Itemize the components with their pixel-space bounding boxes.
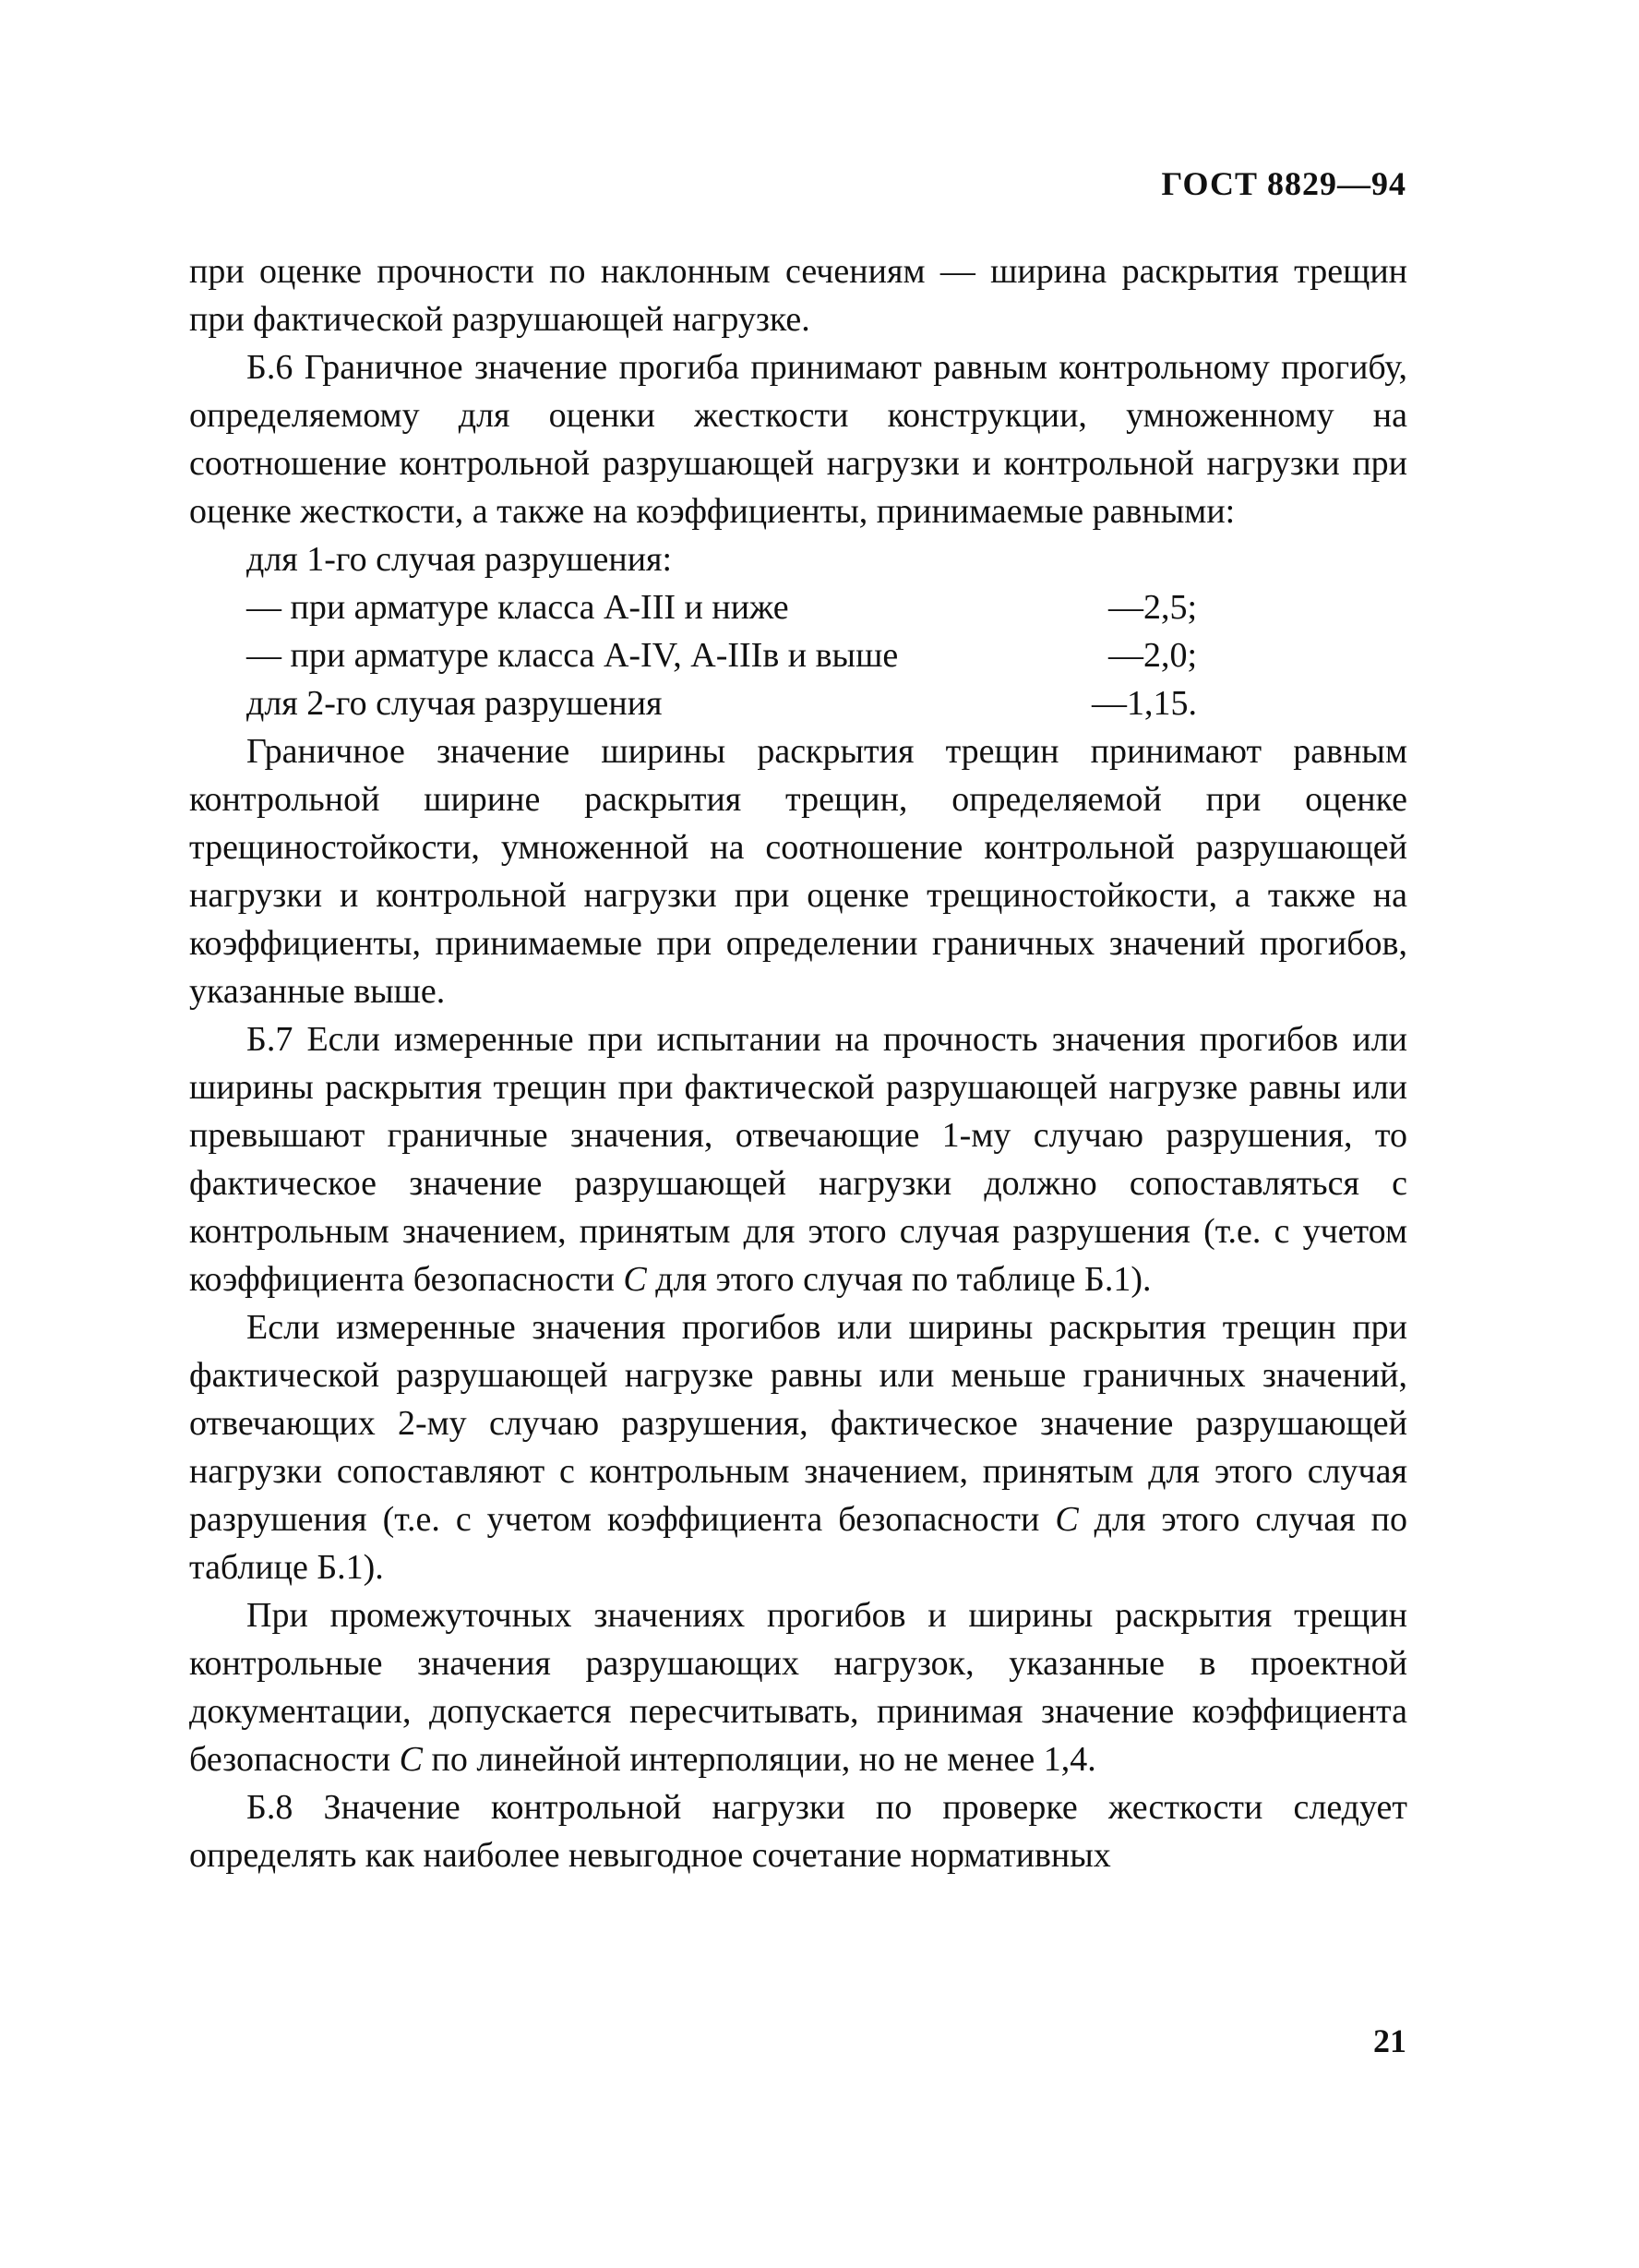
paragraph-b7-text-a: Б.7 Если измеренные при испытании на прочность значения прогибов или ширины раскрытия трещин при фактической разрушающей нагрузке равны или превышают граничные значения, отвечающие 1-му случаю разрушения, то фактическое значение разрушающей нагрузки должно сопоставляться с контрольным значением, принятым для этого случая разрушения (т.е. с учетом коэффициента безопасности	[189, 1020, 1407, 1299]
paragraph-continuation: при оценке прочности по наклонным сечениям — ширина раскрытия трещин при фактической разрушающей нагрузке.	[189, 252, 1407, 339]
paragraph-b8: Б.8 Значение контрольной нагрузки по проверке жесткости следует определять как наиболее невыгодное сочетание нормативных	[189, 1788, 1407, 1875]
paragraph-intermediate-text-b: по линейной интерполяции, но не менее 1,4.	[422, 1740, 1096, 1779]
safety-factor-symbol: С	[1055, 1500, 1079, 1539]
coefficient-row	[189, 631, 1407, 679]
coefficient-label: — при арматуре класса А-III и ниже	[246, 588, 789, 627]
paragraph-case2-text-a: Если измеренные значения прогибов или ширины раскрытия трещин при фактической разрушающей нагрузке равны или меньше граничных значений, отвечающих 2-му случаю разрушения, фактическое значение разрушающей нагрузки сопоставляют с контрольным значением, принятым для этого случая разрушения (т.е. с учетом коэффициента безопасности	[189, 1308, 1407, 1539]
coefficient-row	[189, 583, 1407, 631]
paragraph-b7-case2	[189, 1303, 1407, 1591]
safety-factor-symbol: С	[399, 1740, 423, 1779]
coefficient-row	[189, 679, 1407, 727]
coefficient-label: для 2-го случая разрушения	[246, 684, 663, 723]
document-header: ГОСТ 8829—94	[1161, 165, 1406, 202]
paragraph-b7-text-b: для этого случая по таблице Б.1).	[646, 1260, 1152, 1299]
safety-factor-symbol: С	[623, 1260, 647, 1299]
coefficient-label: — при арматуре класса А-IV, А-IIIв и выше	[246, 636, 899, 675]
case1-label: для 1-го случая разрушения:	[246, 540, 673, 579]
paragraph-b6: Б.6 Граничное значение прогиба принимают равным контрольному прогибу, определяемому для оценки жесткости конструкции, умноженному на соотношение контрольной разрушающей нагрузки и контрольной нагрузки при оценке жесткости, а также на коэффициенты, принимаемые равными:	[189, 348, 1407, 531]
coefficient-value: —2,0;	[1107, 636, 1197, 675]
document-body	[189, 247, 1407, 1879]
paragraph-case2-text-b: для этого случая по таблице Б.1).	[189, 1500, 1408, 1587]
page-number: 21	[1373, 2022, 1406, 2059]
paragraph-b7	[189, 1015, 1407, 1303]
coefficient-value: —2,5;	[1107, 588, 1197, 627]
paragraph-intermediate-text-a: При промежуточных значениях прогибов и ширины раскрытия трещин контрольные значения разрушающих нагрузок, указанные в проектной документации, допускается пересчитывать, принимая значение коэффициента безопасности	[189, 1596, 1407, 1779]
coefficient-value: —1,15.	[1092, 684, 1197, 723]
paragraph-crack-width: Граничное значение ширины раскрытия трещин принимают равным контрольной ширине раскрытия трещин, определяемой при оценке трещиностойкости, умноженной на соотношение контрольной разрушающей нагрузки и контрольной нагрузки при оценке трещиностойкости, а также на коэффициенты, принимаемые при определении граничных значений прогибов, указанные выше.	[189, 732, 1407, 1011]
paragraph-intermediate	[189, 1591, 1407, 1783]
